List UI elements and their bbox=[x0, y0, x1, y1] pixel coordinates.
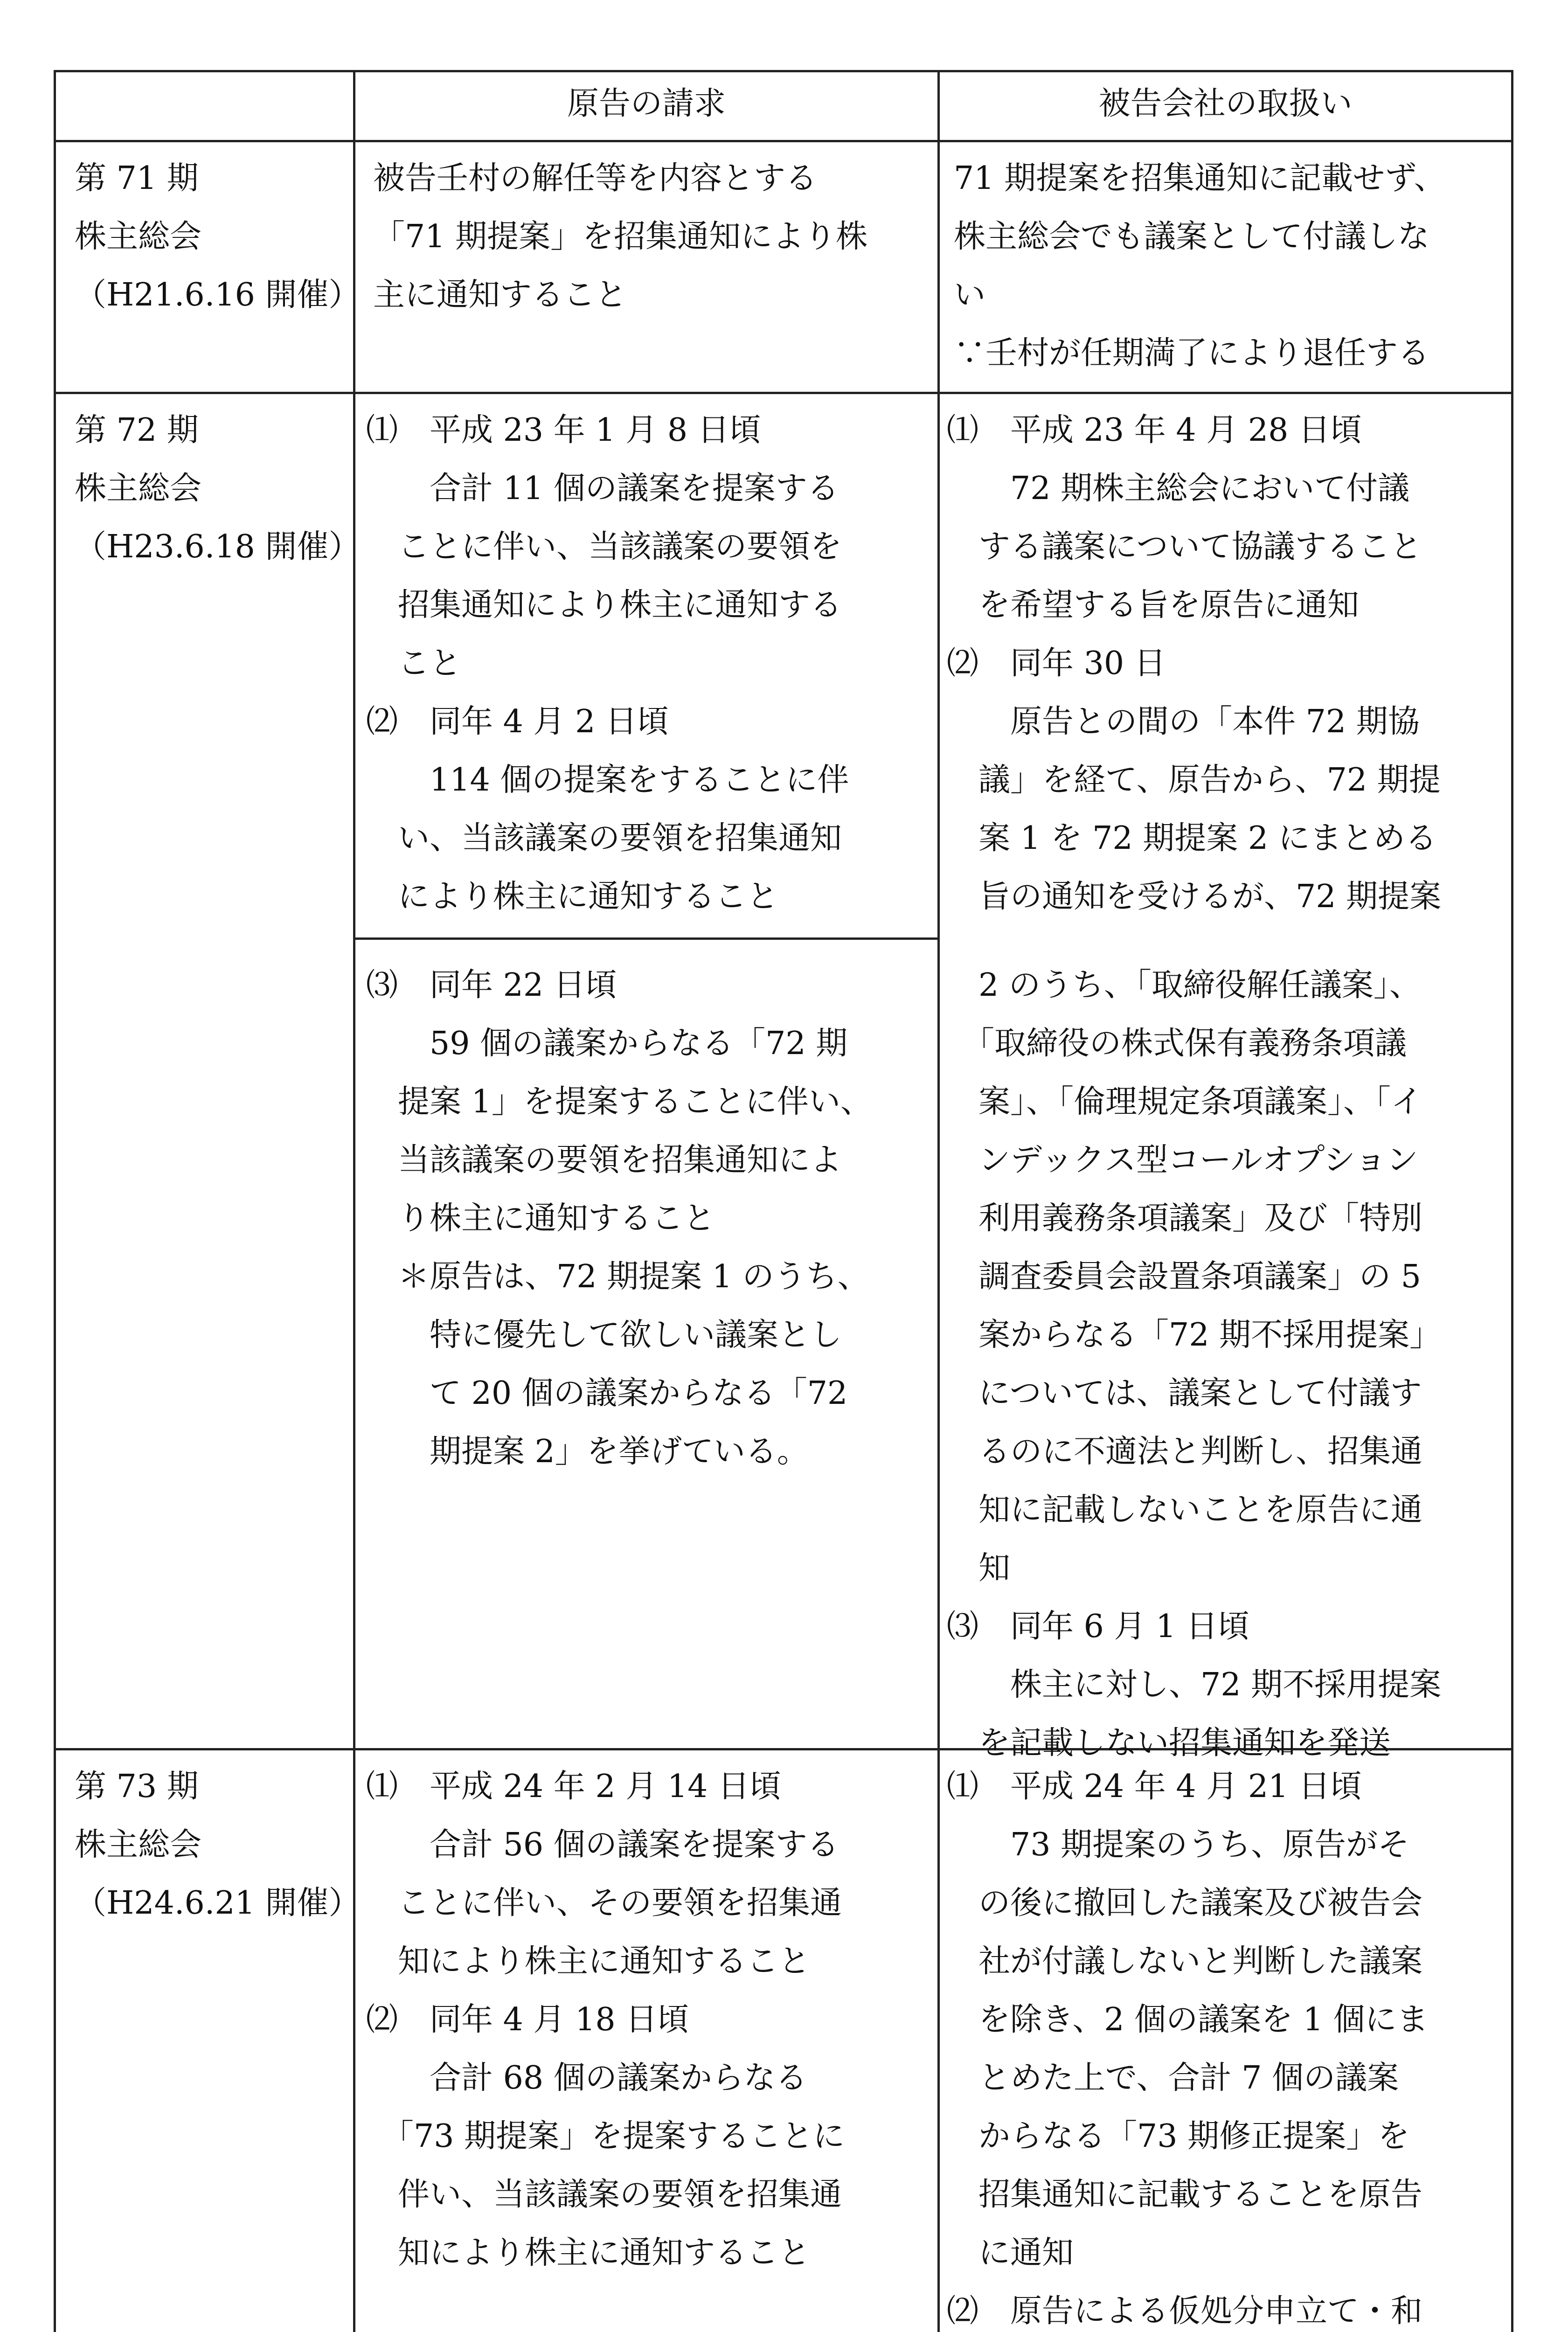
plaintiff-line: ⑵ 同年 4 月 2 日頃 bbox=[366, 703, 669, 740]
company-line: 案からなる「72 期不採用提案」 bbox=[947, 1317, 1442, 1353]
company-line: 71 期提案を招集通知に記載せず、 bbox=[954, 160, 1446, 197]
plaintiff-line: 合計 56 個の議案を提案する bbox=[366, 1826, 839, 1863]
company-line: 株主に対し、72 期不採用提案 bbox=[947, 1666, 1442, 1703]
company-line: 知 bbox=[947, 1550, 1011, 1587]
plaintiff-line: 「71 期提案」を招集通知により株 bbox=[373, 218, 868, 255]
plaintiff-line: ⑵ 同年 4 月 18 日頃 bbox=[366, 2001, 689, 2038]
plaintiff-line: ⑴ 平成 23 年 1 月 8 日頃 bbox=[366, 412, 761, 449]
company-line: の後に撤回した議案及び被告会 bbox=[947, 1885, 1423, 1922]
company-line: 案」、「倫理規定条項議案」、「イ bbox=[947, 1083, 1423, 1120]
company-line: 原告との間の「本件 72 期協 bbox=[947, 703, 1420, 740]
plaintiff-line: 主に通知すること bbox=[373, 277, 627, 313]
row-73-period bbox=[75, 1757, 360, 1932]
table-border-right bbox=[1511, 70, 1513, 2332]
row-72-plaintiff bbox=[366, 401, 849, 926]
company-line: ⑶ 同年 6 月 1 日頃 bbox=[947, 1608, 1249, 1645]
plaintiff-line: い、当該議案の要領を招集通知 bbox=[366, 820, 842, 857]
row-72-period bbox=[75, 401, 360, 576]
header-company-handling: 被告会社の取扱い bbox=[1098, 85, 1353, 122]
row-71-border bbox=[54, 392, 1513, 394]
plaintiff-line: 当該議案の要領を招集通知によ bbox=[366, 1142, 842, 1179]
company-line: ⑵ 同年 30 日 bbox=[947, 645, 1166, 682]
plaintiff-line: 114 個の提案をすることに伴 bbox=[366, 762, 849, 798]
plaintiff-line: 「73 期提案」を提案することに bbox=[366, 2118, 845, 2155]
company-line: 73 期提案のうち、原告がそ bbox=[947, 1826, 1410, 1863]
period-line: 株主総会 bbox=[75, 470, 202, 507]
header-plaintiff-request: 原告の請求 bbox=[567, 85, 726, 122]
plaintiff-line: ⑴ 平成 24 年 2 月 14 日頃 bbox=[366, 1768, 782, 1805]
company-line: 調査委員会設置条項議案」の 5 bbox=[947, 1258, 1421, 1295]
company-line: ⑴ 平成 24 年 4 月 21 日頃 bbox=[947, 1768, 1362, 1805]
company-line: 議」を経て、原告から、72 期提 bbox=[947, 762, 1441, 798]
period-line: 第 73 期 bbox=[75, 1768, 199, 1805]
company-line: 社が付議しないと判断した議案 bbox=[947, 1943, 1423, 1980]
plaintiff-line: ことに伴い、当該議案の要領を bbox=[366, 528, 842, 565]
company-line: ンデックス型コールオプション bbox=[947, 1142, 1418, 1179]
company-line: 招集通知に記載することを原告 bbox=[947, 2176, 1423, 2213]
company-line: に通知 bbox=[947, 2235, 1074, 2271]
plaintiff-line: こと bbox=[366, 645, 462, 682]
period-line: 第 72 期 bbox=[75, 412, 199, 449]
plaintiff-line: 合計 68 個の議案からなる bbox=[366, 2060, 807, 2096]
company-line: 72 期株主総会において付議 bbox=[947, 470, 1410, 507]
table-border-left bbox=[54, 70, 56, 2332]
plaintiff-line: 招集通知により株主に通知する bbox=[366, 587, 842, 624]
company-line: 案 1 を 72 期提案 2 にまとめる bbox=[947, 820, 1437, 857]
company-line: 2 のうち、「取締役解任議案」、 bbox=[947, 967, 1421, 1004]
plaintiff-line: 59 個の議案からなる「72 期 bbox=[366, 1025, 848, 1062]
row-72-company bbox=[947, 401, 1441, 926]
company-line: を除き、2 個の議案を 1 個にま bbox=[947, 2001, 1429, 2038]
row-71-plaintiff bbox=[373, 149, 867, 324]
row-72-page-break-left bbox=[353, 937, 940, 940]
table-border-col2 bbox=[937, 70, 940, 2332]
plaintiff-line: 合計 11 個の議案を提案する bbox=[366, 470, 839, 507]
plaintiff-line: ことに伴い、その要領を招集通 bbox=[366, 1885, 842, 1922]
company-line: 知に記載しないことを原告に通 bbox=[947, 1492, 1423, 1528]
row-72-plaintiff-continued bbox=[366, 956, 872, 1481]
company-line: を記載しない招集通知を発送 bbox=[947, 1725, 1391, 1762]
company-line: とめた上で、合計 7 個の議案 bbox=[947, 2060, 1399, 2096]
table-border-top bbox=[54, 70, 1513, 72]
company-line: については、議案として付議す bbox=[947, 1375, 1422, 1412]
plaintiff-line: 伴い、当該議案の要領を招集通 bbox=[366, 2176, 842, 2213]
row-71-period bbox=[75, 149, 360, 324]
plaintiff-line: 提案 1」を提案することに伴い、 bbox=[366, 1083, 872, 1120]
company-line: ⑴ 平成 23 年 4 月 28 日頃 bbox=[947, 412, 1362, 449]
plaintiff-line: により株主に通知すること bbox=[366, 878, 779, 915]
company-line: を希望する旨を原告に通知 bbox=[947, 587, 1360, 624]
period-line: （H23.6.18 開催） bbox=[75, 528, 361, 565]
period-line: 株主総会 bbox=[75, 218, 202, 255]
company-line: する議案について協議すること bbox=[947, 528, 1422, 565]
company-line: い bbox=[954, 277, 986, 313]
company-line: るのに不適法と判断し、招集通 bbox=[947, 1433, 1423, 1470]
plaintiff-line: 知により株主に通知すること bbox=[366, 2235, 811, 2271]
plaintiff-line: ＊原告は、72 期提案 1 のうち、 bbox=[366, 1258, 869, 1295]
period-line: 株主総会 bbox=[75, 1826, 202, 1863]
plaintiff-line: 期提案 2」を挙げている。 bbox=[366, 1433, 809, 1470]
period-line: （H21.6.16 開催） bbox=[75, 277, 361, 313]
plaintiff-line: 被告壬村の解任等を内容とする bbox=[373, 160, 818, 197]
period-line: 第 71 期 bbox=[75, 160, 199, 197]
plaintiff-line: ⑶ 同年 22 日頃 bbox=[366, 967, 617, 1004]
plaintiff-line: り株主に通知すること bbox=[366, 1200, 715, 1237]
header-row-border bbox=[54, 140, 1513, 142]
period-line: （H24.6.21 開催） bbox=[75, 1885, 361, 1922]
row-72-company-continued bbox=[947, 956, 1441, 1772]
plaintiff-line: 知により株主に通知すること bbox=[366, 1943, 811, 1980]
company-line: からなる「73 期修正提案」を bbox=[947, 2118, 1410, 2155]
row-73-plaintiff bbox=[366, 1757, 845, 2282]
company-line: 株主総会でも議案として付議しな bbox=[954, 218, 1430, 255]
row-71-company bbox=[954, 149, 1446, 382]
plaintiff-line: 特に優先して欲しい議案とし bbox=[366, 1317, 842, 1353]
company-line: ⑵ 原告による仮処分申立て・和 bbox=[947, 2293, 1423, 2330]
company-line: ∵壬村が任期満了により退任する bbox=[954, 335, 1430, 372]
row-73-company bbox=[947, 1757, 1454, 2332]
company-line: 利用義務条項議案」及び「特別 bbox=[947, 1200, 1423, 1237]
company-line: 旨の通知を受けるが、72 期提案 bbox=[947, 878, 1442, 915]
plaintiff-line: て 20 個の議案からなる「72 bbox=[366, 1375, 848, 1412]
company-line: 「取締役の株式保有義務条項議 bbox=[947, 1025, 1407, 1062]
